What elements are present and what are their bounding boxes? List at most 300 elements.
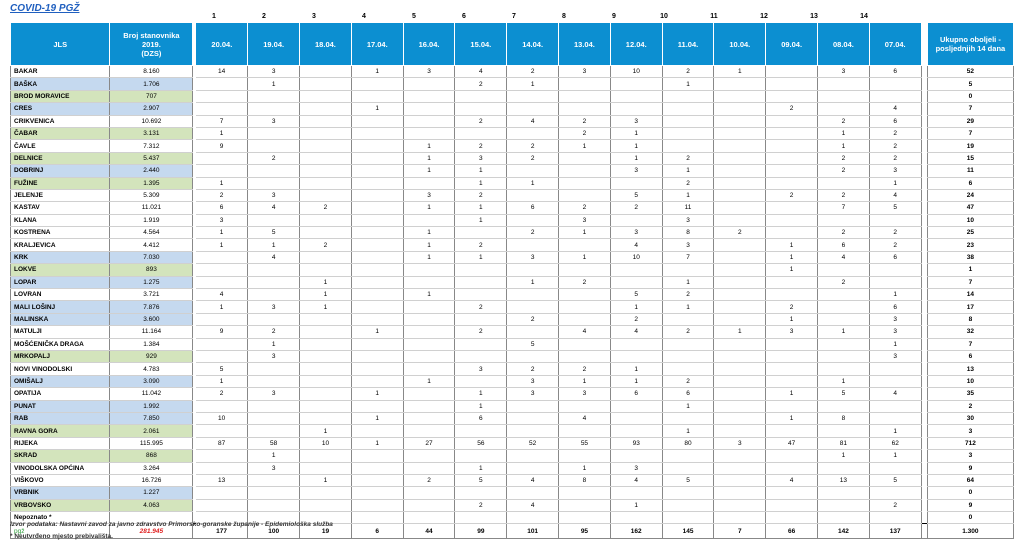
- case-count-cell: 3: [662, 214, 714, 226]
- table-row: [11, 227, 1014, 239]
- column-index: 5: [412, 13, 416, 20]
- case-count-cell: 2: [610, 313, 662, 325]
- case-count-cell: [300, 103, 352, 115]
- case-count-cell: [662, 313, 714, 325]
- population-cell: 1.227: [110, 487, 193, 499]
- case-count-cell: 4: [610, 239, 662, 251]
- column-index: 8: [562, 13, 566, 20]
- case-count-cell: [351, 400, 403, 412]
- case-count-cell: [507, 450, 559, 462]
- case-count-cell: 5: [455, 474, 507, 486]
- municipality-name: MALI LOŠINJ: [11, 301, 110, 313]
- total-cell: 25: [927, 227, 1013, 239]
- case-count-cell: [559, 512, 611, 524]
- case-count-cell: [351, 115, 403, 127]
- total-cell: 64: [927, 474, 1013, 486]
- total-cell: 11: [927, 165, 1013, 177]
- case-count-cell: [610, 412, 662, 424]
- case-count-cell: [455, 227, 507, 239]
- municipality-name: MRKOPALJ: [11, 350, 110, 362]
- table-row: [11, 487, 1014, 499]
- municipality-name: VRBOVSKO: [11, 499, 110, 511]
- total-cell: 5: [927, 78, 1013, 90]
- case-count-cell: [610, 214, 662, 226]
- case-count-cell: [351, 264, 403, 276]
- population-cell: 5.309: [110, 189, 193, 201]
- case-count-cell: [559, 499, 611, 511]
- case-count-cell: 2: [869, 127, 921, 139]
- case-count-cell: [196, 338, 248, 350]
- case-count-cell: [818, 499, 870, 511]
- case-count-cell: [610, 425, 662, 437]
- case-count-cell: [248, 140, 300, 152]
- case-count-cell: 3: [610, 165, 662, 177]
- case-count-cell: [714, 103, 766, 115]
- table-row: [11, 165, 1014, 177]
- case-count-cell: [403, 301, 455, 313]
- case-count-cell: [248, 375, 300, 387]
- case-count-cell: 5: [869, 202, 921, 214]
- case-count-cell: 6: [869, 115, 921, 127]
- case-count-cell: [662, 450, 714, 462]
- population-cell: 3.721: [110, 289, 193, 301]
- case-count-cell: [869, 412, 921, 424]
- case-count-cell: [196, 499, 248, 511]
- case-count-cell: [766, 499, 818, 511]
- municipality-name: KRK: [11, 251, 110, 263]
- case-count-cell: 9: [196, 326, 248, 338]
- case-count-cell: [300, 375, 352, 387]
- table-row: [11, 425, 1014, 437]
- case-count-cell: 1: [196, 375, 248, 387]
- case-count-cell: [300, 499, 352, 511]
- case-count-cell: 10: [196, 412, 248, 424]
- case-count-cell: 1: [300, 425, 352, 437]
- case-count-cell: [248, 313, 300, 325]
- case-count-cell: [869, 214, 921, 226]
- case-count-cell: [403, 462, 455, 474]
- footnote: * Neutvrđeno mjesto prebivališta.: [10, 533, 113, 540]
- case-count-cell: [403, 115, 455, 127]
- case-count-cell: [196, 450, 248, 462]
- total-cell: 32: [927, 326, 1013, 338]
- case-count-cell: [351, 90, 403, 102]
- case-count-cell: 1: [455, 214, 507, 226]
- case-count-cell: 13: [818, 474, 870, 486]
- case-count-cell: [403, 326, 455, 338]
- case-count-cell: 10: [300, 437, 352, 449]
- case-count-cell: [351, 338, 403, 350]
- case-count-cell: 1: [403, 227, 455, 239]
- case-count-cell: 4: [610, 474, 662, 486]
- total-cell: 7: [927, 103, 1013, 115]
- total-cell: 8: [927, 313, 1013, 325]
- municipality-name: LOPAR: [11, 276, 110, 288]
- case-count-cell: 1: [818, 375, 870, 387]
- case-count-cell: [507, 165, 559, 177]
- population-cell: 4.783: [110, 363, 193, 375]
- case-count-cell: 2: [196, 189, 248, 201]
- case-count-cell: [766, 289, 818, 301]
- case-count-cell: [766, 115, 818, 127]
- case-count-cell: [455, 512, 507, 524]
- table-row: [11, 437, 1014, 449]
- case-count-cell: [869, 363, 921, 375]
- table-row: [11, 450, 1014, 462]
- population-cell: 868: [110, 450, 193, 462]
- case-count-cell: [766, 338, 818, 350]
- case-count-cell: [714, 499, 766, 511]
- case-count-cell: [818, 462, 870, 474]
- case-count-cell: [403, 90, 455, 102]
- header-total-line: Ukupno oboljeli -: [939, 35, 1001, 44]
- case-count-cell: 100: [248, 524, 300, 539]
- case-count-cell: 1: [766, 251, 818, 263]
- case-count-cell: [714, 90, 766, 102]
- case-count-cell: [455, 289, 507, 301]
- case-count-cell: [714, 350, 766, 362]
- case-count-cell: [714, 289, 766, 301]
- municipality-name: DELNICE: [11, 152, 110, 164]
- case-count-cell: [662, 103, 714, 115]
- case-count-cell: 1: [248, 78, 300, 90]
- table-row: [11, 499, 1014, 511]
- table-row: [11, 289, 1014, 301]
- case-count-cell: [455, 103, 507, 115]
- case-count-cell: 5: [818, 388, 870, 400]
- case-count-cell: [300, 350, 352, 362]
- case-count-cell: 2: [766, 103, 818, 115]
- case-count-cell: 4: [507, 115, 559, 127]
- case-count-cell: 3: [869, 350, 921, 362]
- case-count-cell: [662, 338, 714, 350]
- case-count-cell: 2: [559, 276, 611, 288]
- case-count-cell: [351, 313, 403, 325]
- case-count-cell: [818, 301, 870, 313]
- case-count-cell: 3: [248, 115, 300, 127]
- case-count-cell: 5: [248, 227, 300, 239]
- municipality-name: LOVRAN: [11, 289, 110, 301]
- municipality-name: MOŠĆENIČKA DRAGA: [11, 338, 110, 350]
- municipality-name: KASTAV: [11, 202, 110, 214]
- header-date: 20.04.: [196, 23, 248, 66]
- case-count-cell: 3: [248, 350, 300, 362]
- case-count-cell: [196, 264, 248, 276]
- case-count-cell: 2: [248, 152, 300, 164]
- case-count-cell: 2: [662, 326, 714, 338]
- case-count-cell: [766, 202, 818, 214]
- case-count-cell: [248, 363, 300, 375]
- column-index: 14: [860, 13, 868, 20]
- case-count-cell: [455, 338, 507, 350]
- municipality-name: KRALJEVICA: [11, 239, 110, 251]
- case-count-cell: 3: [248, 462, 300, 474]
- case-count-cell: 2: [559, 115, 611, 127]
- case-count-cell: [818, 425, 870, 437]
- page-title[interactable]: COVID-19 PGŽ: [10, 3, 80, 14]
- case-count-cell: 1: [403, 289, 455, 301]
- total-cell: 1.300: [927, 524, 1013, 539]
- case-count-cell: 1: [351, 388, 403, 400]
- case-count-cell: 6: [869, 66, 921, 78]
- case-count-cell: 66: [766, 524, 818, 539]
- population-cell: 1.384: [110, 338, 193, 350]
- population-cell: 115.995: [110, 437, 193, 449]
- case-count-cell: 1: [559, 251, 611, 263]
- case-count-cell: [714, 375, 766, 387]
- case-count-cell: [455, 487, 507, 499]
- case-count-cell: 2: [818, 276, 870, 288]
- case-count-cell: [300, 115, 352, 127]
- header-date: 17.04.: [351, 23, 403, 66]
- population-cell: 1.395: [110, 177, 193, 189]
- case-count-cell: [455, 313, 507, 325]
- case-count-cell: [766, 214, 818, 226]
- case-count-cell: [766, 165, 818, 177]
- column-index: 2: [262, 13, 266, 20]
- case-count-cell: [403, 127, 455, 139]
- case-count-cell: [818, 400, 870, 412]
- total-cell: 17: [927, 301, 1013, 313]
- case-count-cell: [766, 140, 818, 152]
- case-count-cell: [351, 276, 403, 288]
- case-count-cell: [507, 127, 559, 139]
- case-count-cell: [662, 140, 714, 152]
- case-count-cell: [818, 264, 870, 276]
- case-count-cell: [300, 251, 352, 263]
- case-count-cell: 1: [300, 474, 352, 486]
- population-cell: 1.919: [110, 214, 193, 226]
- case-count-cell: 2: [662, 152, 714, 164]
- case-count-cell: 1: [869, 450, 921, 462]
- case-count-cell: [714, 338, 766, 350]
- case-count-cell: 1: [403, 251, 455, 263]
- case-count-cell: [196, 487, 248, 499]
- case-count-cell: [300, 487, 352, 499]
- case-count-cell: [300, 66, 352, 78]
- case-count-cell: [714, 400, 766, 412]
- case-count-cell: 1: [403, 140, 455, 152]
- population-cell: 4.063: [110, 499, 193, 511]
- header-date: 13.04.: [559, 23, 611, 66]
- municipality-name: Nepoznato *: [11, 512, 110, 524]
- case-count-cell: 1: [869, 177, 921, 189]
- case-count-cell: [455, 90, 507, 102]
- header-date: 16.04.: [403, 23, 455, 66]
- case-count-cell: 7: [818, 202, 870, 214]
- case-count-cell: [559, 301, 611, 313]
- case-count-cell: [196, 251, 248, 263]
- total-cell: 3: [927, 425, 1013, 437]
- municipality-name: CRIKVENICA: [11, 115, 110, 127]
- table-row: [11, 103, 1014, 115]
- case-count-cell: [662, 487, 714, 499]
- case-count-cell: 6: [662, 388, 714, 400]
- case-count-cell: [869, 512, 921, 524]
- case-count-cell: 4: [455, 66, 507, 78]
- table-row: [11, 140, 1014, 152]
- table-row: [11, 78, 1014, 90]
- case-count-cell: 81: [818, 437, 870, 449]
- case-count-cell: [248, 487, 300, 499]
- case-count-cell: 2: [869, 152, 921, 164]
- case-count-cell: 5: [662, 474, 714, 486]
- case-count-cell: 2: [662, 177, 714, 189]
- table-row: [11, 127, 1014, 139]
- case-count-cell: 1: [507, 276, 559, 288]
- municipality-name: LOKVE: [11, 264, 110, 276]
- case-count-cell: 4: [507, 474, 559, 486]
- case-count-cell: 1: [662, 165, 714, 177]
- municipality-name: VRBNIK: [11, 487, 110, 499]
- case-count-cell: 2: [559, 127, 611, 139]
- municipality-name: OMIŠALJ: [11, 375, 110, 387]
- population-cell: 11.042: [110, 388, 193, 400]
- case-count-cell: [714, 140, 766, 152]
- total-cell: 0: [927, 487, 1013, 499]
- case-count-cell: 2: [455, 499, 507, 511]
- case-count-cell: [714, 264, 766, 276]
- population-cell: 1.706: [110, 78, 193, 90]
- case-count-cell: [714, 363, 766, 375]
- case-count-cell: [818, 350, 870, 362]
- case-count-cell: 1: [818, 326, 870, 338]
- case-count-cell: 1: [351, 66, 403, 78]
- case-count-cell: 5: [507, 338, 559, 350]
- total-cell: 7: [927, 127, 1013, 139]
- case-count-cell: [507, 350, 559, 362]
- case-count-cell: 1: [455, 251, 507, 263]
- table-row: [11, 400, 1014, 412]
- case-count-cell: [196, 350, 248, 362]
- case-count-cell: [507, 301, 559, 313]
- case-count-cell: [714, 487, 766, 499]
- case-count-cell: 1: [610, 127, 662, 139]
- case-count-cell: [662, 499, 714, 511]
- header-population-line: Broj stanovnika: [123, 30, 180, 40]
- case-count-cell: 1: [559, 140, 611, 152]
- case-count-cell: [351, 152, 403, 164]
- case-count-cell: [455, 425, 507, 437]
- case-count-cell: 6: [610, 388, 662, 400]
- case-count-cell: 2: [507, 66, 559, 78]
- case-count-cell: [300, 78, 352, 90]
- population-cell: 7.876: [110, 301, 193, 313]
- case-count-cell: [610, 350, 662, 362]
- case-count-cell: [662, 512, 714, 524]
- case-count-cell: 3: [507, 388, 559, 400]
- case-count-cell: 6: [196, 202, 248, 214]
- case-count-cell: [818, 512, 870, 524]
- case-count-cell: 3: [248, 66, 300, 78]
- case-count-cell: 1: [818, 140, 870, 152]
- case-count-cell: [714, 152, 766, 164]
- case-count-cell: 4: [248, 251, 300, 263]
- case-count-cell: 145: [662, 524, 714, 539]
- case-count-cell: [714, 512, 766, 524]
- case-count-cell: [403, 214, 455, 226]
- case-count-cell: 1: [300, 289, 352, 301]
- case-count-cell: [714, 474, 766, 486]
- case-count-cell: 4: [869, 103, 921, 115]
- column-index: 4: [362, 13, 366, 20]
- case-count-cell: 87: [196, 437, 248, 449]
- case-count-cell: [300, 90, 352, 102]
- case-count-cell: [714, 127, 766, 139]
- case-count-cell: [248, 425, 300, 437]
- case-count-cell: 3: [869, 326, 921, 338]
- case-count-cell: [662, 127, 714, 139]
- case-count-cell: [714, 214, 766, 226]
- case-count-cell: [507, 189, 559, 201]
- case-count-cell: 2: [300, 239, 352, 251]
- case-count-cell: [766, 350, 818, 362]
- header-date: 08.04.: [818, 23, 870, 66]
- case-count-cell: 99: [455, 524, 507, 539]
- case-count-cell: 93: [610, 437, 662, 449]
- case-count-cell: 1: [766, 388, 818, 400]
- case-count-cell: [248, 276, 300, 288]
- case-count-cell: 3: [559, 388, 611, 400]
- case-count-cell: 1: [351, 103, 403, 115]
- population-cell: 2.907: [110, 103, 193, 115]
- case-count-cell: [714, 412, 766, 424]
- case-count-cell: 2: [455, 239, 507, 251]
- case-count-cell: [403, 78, 455, 90]
- case-count-cell: [662, 350, 714, 362]
- municipality-name: DOBRINJ: [11, 165, 110, 177]
- case-count-cell: [507, 264, 559, 276]
- table-row: [11, 152, 1014, 164]
- case-count-cell: [869, 90, 921, 102]
- case-count-cell: 2: [455, 115, 507, 127]
- municipality-name: PUNAT: [11, 400, 110, 412]
- case-count-cell: 4: [869, 189, 921, 201]
- case-count-cell: [714, 301, 766, 313]
- total-cell: 0: [927, 512, 1013, 524]
- header-date: 18.04.: [300, 23, 352, 66]
- total-cell: 19: [927, 140, 1013, 152]
- case-count-cell: 2: [662, 375, 714, 387]
- case-count-cell: 1: [455, 400, 507, 412]
- case-count-cell: 5: [610, 189, 662, 201]
- case-count-cell: 2: [507, 313, 559, 325]
- case-count-cell: [248, 264, 300, 276]
- table-row: [11, 363, 1014, 375]
- case-count-cell: [351, 512, 403, 524]
- municipality-name: CRES: [11, 103, 110, 115]
- case-count-cell: [818, 338, 870, 350]
- population-cell: 16.726: [110, 474, 193, 486]
- case-count-cell: 1: [403, 202, 455, 214]
- case-count-cell: 1: [610, 140, 662, 152]
- case-count-cell: [714, 276, 766, 288]
- case-count-cell: [610, 450, 662, 462]
- case-count-cell: [351, 363, 403, 375]
- table-row: [11, 214, 1014, 226]
- case-count-cell: 1: [403, 375, 455, 387]
- population-cell: 7.030: [110, 251, 193, 263]
- table-row: [11, 264, 1014, 276]
- case-count-cell: [455, 375, 507, 387]
- case-count-cell: 10: [610, 66, 662, 78]
- case-count-cell: 1: [869, 425, 921, 437]
- case-count-cell: [714, 313, 766, 325]
- case-count-cell: 2: [766, 301, 818, 313]
- table-row: [11, 313, 1014, 325]
- header-population-line: 2019.: [142, 39, 161, 49]
- population-cell: 7.312: [110, 140, 193, 152]
